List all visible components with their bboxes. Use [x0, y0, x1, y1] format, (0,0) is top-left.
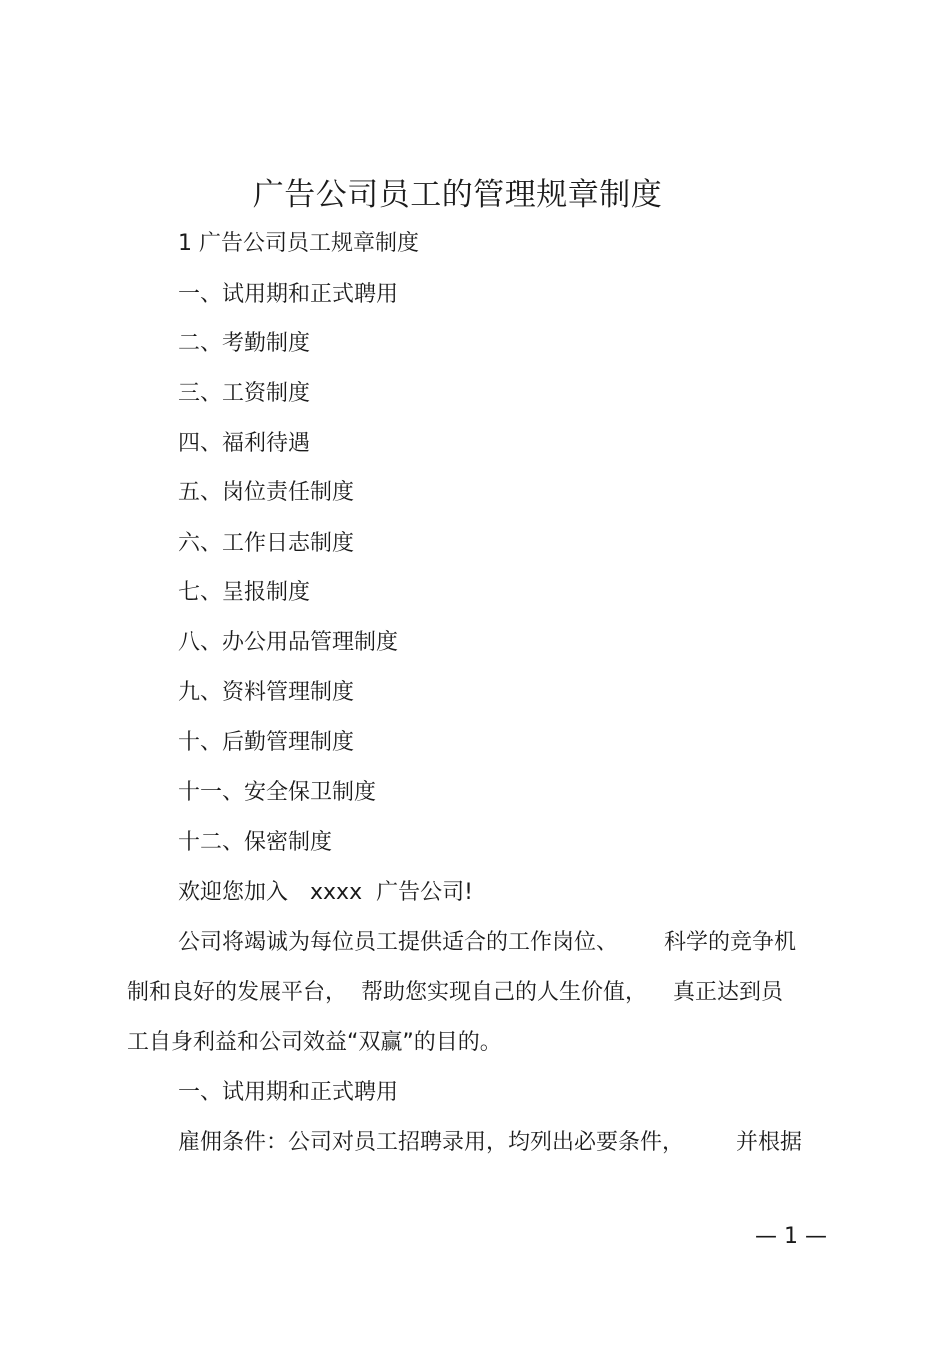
toc-item: 四、福利待遇 [178, 431, 311, 456]
employment-text: 雇佣条件：公司对员工招聘录用，均列出必要条件， [178, 1130, 685, 1155]
toc-item: 十一、安全保卫制度 [178, 780, 377, 805]
intro-text: 真正达到员 [673, 980, 784, 1005]
section-heading: 一、试用期和正式聘用 [178, 1080, 399, 1105]
welcome-prefix: 欢迎您加入 [178, 880, 289, 905]
toc-item: 三、工资制度 [178, 381, 311, 406]
welcome-line [178, 878, 473, 908]
toc-item: 五、岗位责任制度 [178, 480, 355, 505]
employment-line [178, 1128, 802, 1158]
intro-line-1 [178, 928, 796, 958]
toc-item: 九、资料管理制度 [178, 680, 355, 705]
intro-line-3 [127, 1028, 502, 1058]
toc-item: 六、工作日志制度 [178, 531, 355, 556]
toc-item: 八、办公用品管理制度 [178, 630, 399, 655]
toc-item: 二、考勤制度 [178, 331, 311, 356]
employment-text: 并根据 [736, 1130, 803, 1155]
intro-text: 科学的竞争机 [664, 930, 797, 955]
document-title: 广告公司员工的管理规章制度 [252, 177, 663, 213]
page-number: — 1 — [755, 1224, 827, 1249]
toc-item: 一、试用期和正式聘用 [178, 282, 399, 307]
welcome-company: xxxx [310, 880, 363, 905]
toc-item: 十、后勤管理制度 [178, 730, 355, 755]
toc-heading: 1 广告公司员工规章制度 [178, 231, 419, 256]
toc-item: 十二、保密制度 [178, 830, 333, 855]
intro-text: 帮助您实现自己的人生价值， [361, 980, 648, 1005]
intro-text: 制和良好的发展平台， [127, 980, 348, 1005]
welcome-suffix: 广告公司! [376, 880, 473, 905]
toc-item: 七、呈报制度 [178, 580, 311, 605]
intro-line-2 [127, 978, 783, 1008]
intro-text: 工自身利益和公司效益“双赢”的目的。 [127, 1030, 502, 1055]
intro-text: 公司将竭诚为每位员工提供适合的工作岗位、 [178, 930, 619, 955]
